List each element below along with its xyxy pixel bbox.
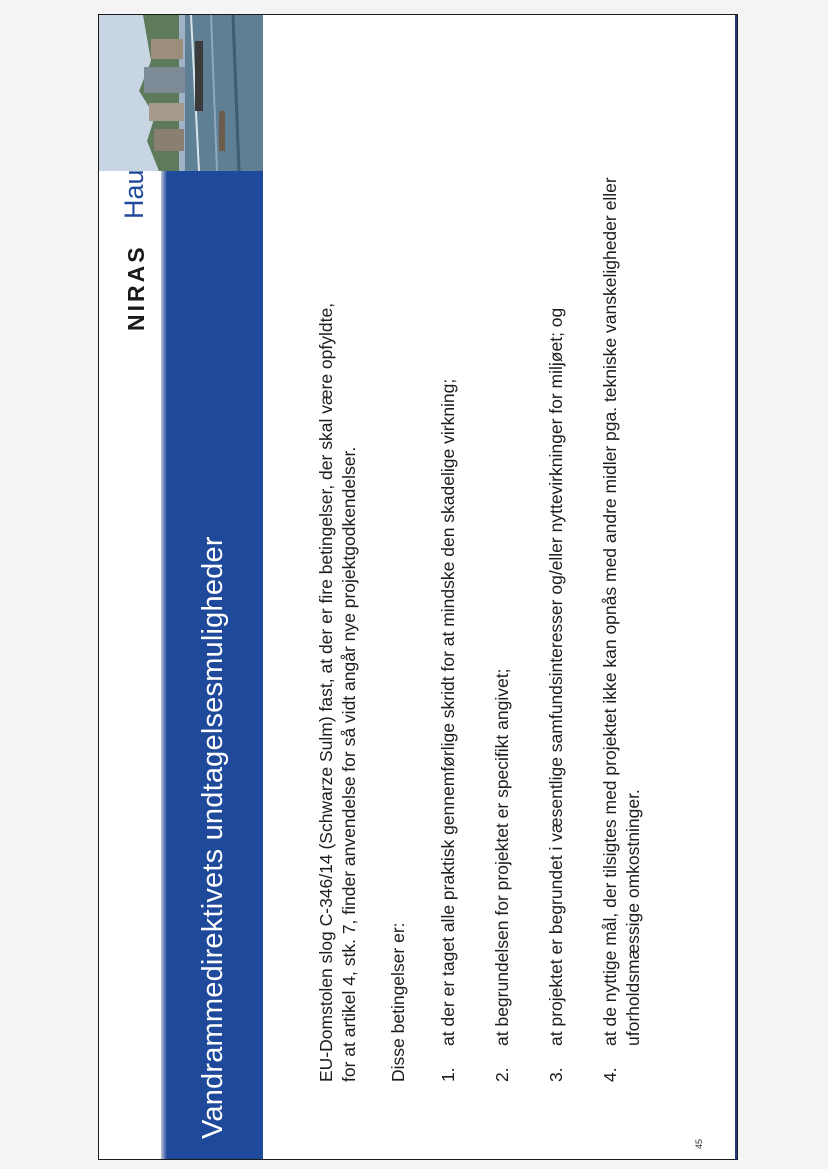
condition-number: 2. — [492, 1067, 512, 1082]
condition-number: 1. — [438, 1067, 458, 1082]
harbor-photo-icon — [99, 15, 263, 171]
conditions-lead: Disse betingelser er: — [388, 922, 408, 1082]
niras-logo: NIRAS — [123, 244, 149, 331]
condition-number: 4. — [600, 1067, 620, 1082]
condition-text: at begrundelsen for projektet er specifikt angivet; — [492, 668, 512, 1046]
title-band-shadow — [161, 171, 167, 1160]
slide-bottom-rule — [735, 15, 738, 1160]
title-band — [161, 171, 263, 1160]
slide-title: Vandrammedirektivets undtagelsesmuligheder — [197, 536, 229, 1139]
page-number: 45 — [694, 1138, 704, 1149]
condition-text: at projektet er begrundet i væsentlige samfundsinteresser og/eller nyttevirkninger for miljøet; og — [546, 307, 566, 1046]
condition-number: 3. — [546, 1067, 566, 1082]
slide-frame — [98, 14, 738, 1160]
intro-paragraph: EU-Domstolen slog C-346/14 (Schwarze Sulm) fast, at der er fire betingelser, der skal være opfyldte, for at artikel 4, stk. 7, finder anvendelse for så vidt angår nye projektgodkendelser. — [316, 302, 359, 1082]
condition-text: at de nyttige mål, der tilsigtes med projektet ikke kan opnås med andre midler pga. tekniske vanskeligheder eller uforholdsmæssige omkostninger. — [600, 177, 643, 1046]
harbor-photo — [99, 15, 263, 171]
condition-text: at der er taget alle praktisk gennemførlige skridt for at mindske den skadelige virkning; — [438, 378, 458, 1046]
slide-content — [99, 15, 738, 1160]
